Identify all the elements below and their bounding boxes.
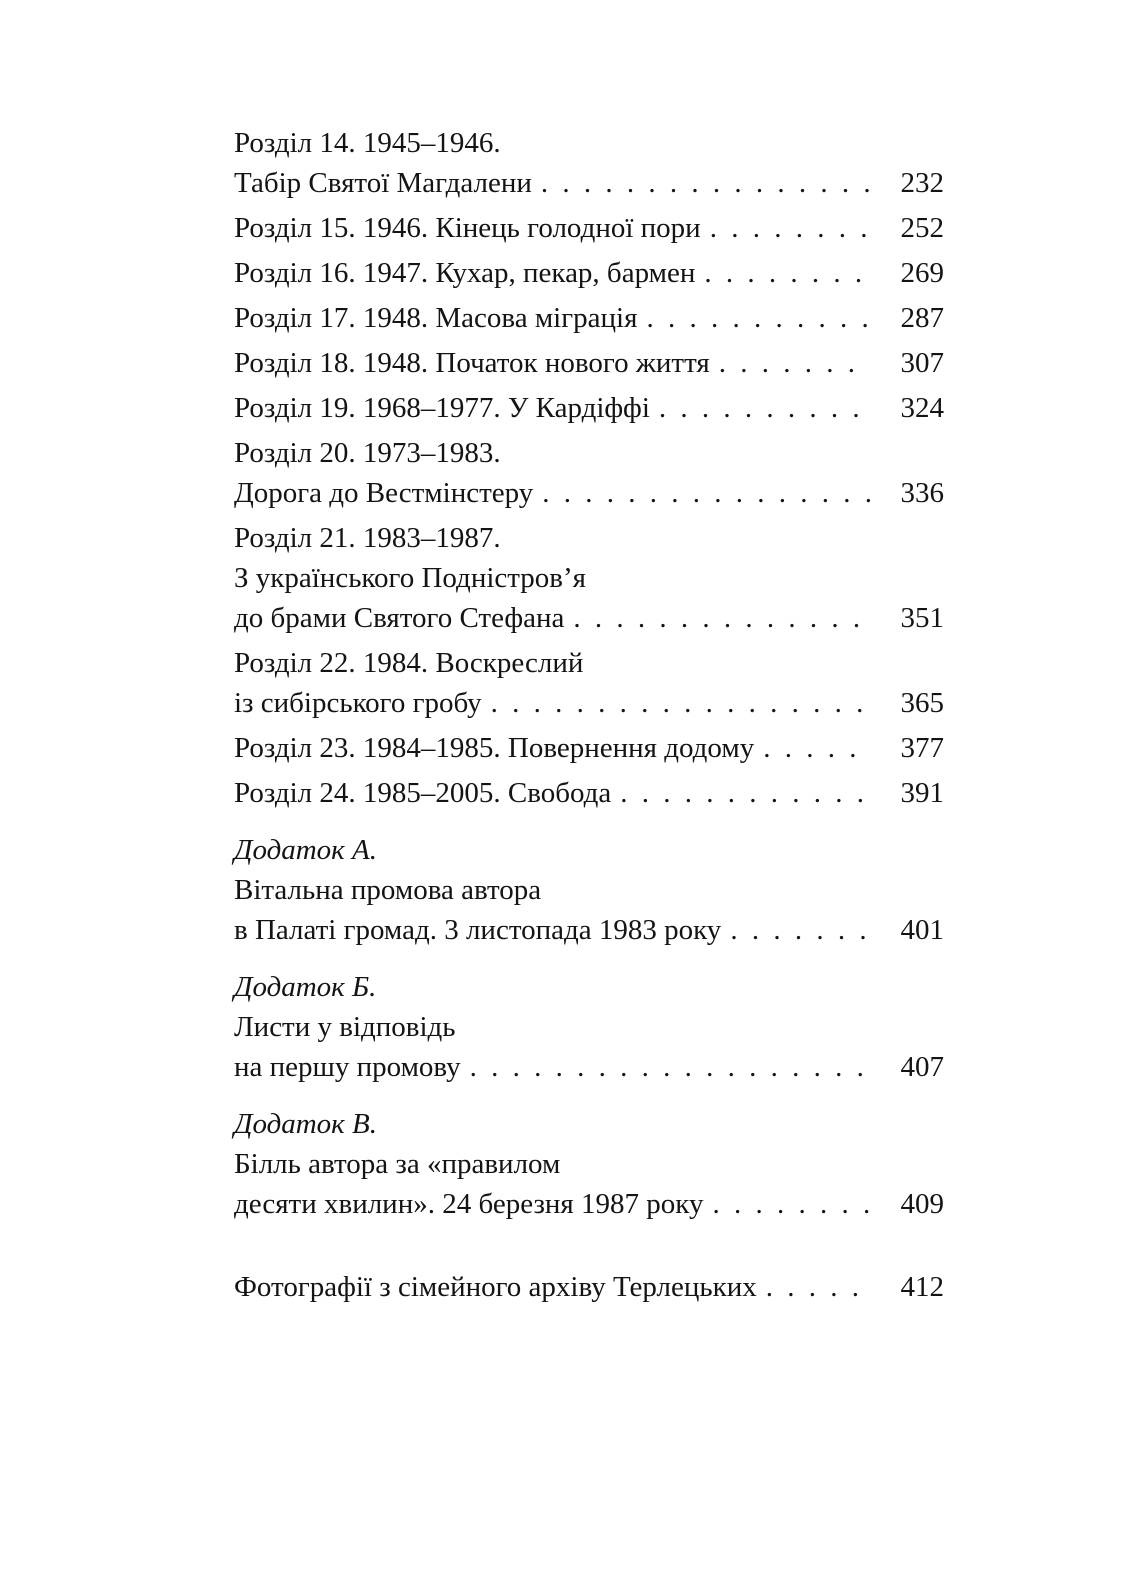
toc-entry: [234, 830, 944, 950]
toc-entry-title: Розділ 24. 1985–2005. Свобода: [234, 777, 612, 809]
dot-leader: [491, 683, 870, 723]
toc-entry: [234, 123, 944, 203]
page-number: 365: [900, 687, 944, 719]
toc-entry-title: в Палаті громад. 3 листопада 1983 року: [234, 914, 722, 946]
toc-entry-title: Табір Святої Магдалени: [234, 167, 532, 199]
toc-entry: [234, 208, 944, 248]
toc-entry-title: Розділ 21. 1983–1987.: [234, 522, 501, 554]
toc-line: [234, 830, 944, 870]
dot-leader: [704, 253, 870, 293]
toc-entry-title: Розділ 15. 1946. Кінець голодної пори: [234, 212, 701, 244]
dot-leader: [542, 473, 870, 513]
toc-entry: [234, 1267, 944, 1307]
toc-line: [234, 1007, 944, 1047]
toc-entry: [234, 967, 944, 1087]
toc-entry-title: із сибірського гробу: [234, 687, 482, 719]
toc-entry-title: Розділ 20. 1973–1983.: [234, 437, 501, 469]
toc-entry-title: Додаток Б.: [234, 971, 377, 1003]
toc-line: [234, 1267, 944, 1307]
toc-line: [234, 208, 944, 248]
toc-line: [234, 967, 944, 1007]
toc-entry-title: Вітальна промова автора: [234, 874, 542, 906]
toc-line: [234, 773, 944, 813]
page-number: 409: [900, 1188, 944, 1220]
toc-entry-title: Фотографії з сімейного архіву Терлецьких: [234, 1271, 757, 1303]
page-number: 307: [900, 347, 944, 379]
toc-entry-title: З українського Подністров’я: [234, 562, 586, 594]
dot-leader: [763, 728, 870, 768]
dot-leader: [730, 910, 870, 950]
dot-leader: [646, 298, 870, 338]
dot-leader: [470, 1047, 870, 1087]
dot-leader: [712, 1184, 870, 1224]
toc-line: [234, 473, 944, 513]
toc-entry: [234, 643, 944, 723]
dot-leader: [710, 208, 870, 248]
toc-entry: [234, 433, 944, 513]
toc-entry-title: Розділ 16. 1947. Кухар, пекар, бармен: [234, 257, 696, 289]
toc-entry: [234, 343, 944, 383]
toc-line: [234, 253, 944, 293]
toc-line: [234, 433, 944, 473]
page-number: 351: [900, 602, 944, 634]
toc-entry: [234, 1104, 944, 1224]
dot-leader: [620, 773, 870, 813]
toc-line: [234, 870, 944, 910]
toc-entry: [234, 298, 944, 338]
toc-entry-title: Розділ 17. 1948. Масова міграція: [234, 302, 638, 334]
dot-leader: [766, 1267, 870, 1307]
page-number: 269: [900, 257, 944, 289]
toc-line: [234, 343, 944, 383]
toc-line: [234, 518, 944, 558]
toc-entry-title: Білль автора за «правилом: [234, 1148, 561, 1180]
dot-leader: [719, 343, 870, 383]
toc-line: [234, 1144, 944, 1184]
page-number: 412: [900, 1271, 944, 1303]
dot-leader: [541, 163, 870, 203]
toc-line: [234, 163, 944, 203]
page-number: 336: [900, 477, 944, 509]
toc-line: [234, 910, 944, 950]
toc-entry-title: Дорога до Вестмінстеру: [234, 477, 534, 509]
toc-entry-title: на першу промову: [234, 1051, 461, 1083]
toc-line: [234, 598, 944, 638]
toc-line: [234, 558, 944, 598]
page-number: 407: [900, 1051, 944, 1083]
toc-entry-title: Розділ 19. 1968–1977. У Кардіффі: [234, 392, 650, 424]
page-number: 287: [900, 302, 944, 334]
page-number: 252: [900, 212, 944, 244]
page-number: 391: [900, 777, 944, 809]
page-number: 377: [900, 732, 944, 764]
toc-entry-title: десяти хвилин». 24 березня 1987 року: [234, 1188, 704, 1220]
dot-leader: [573, 598, 870, 638]
toc-line: [234, 1184, 944, 1224]
toc-entry-title: Листи у відповідь: [234, 1011, 456, 1043]
toc-line: [234, 728, 944, 768]
table-of-contents: [234, 123, 944, 1307]
toc-entry: [234, 773, 944, 813]
page-number: 232: [900, 167, 944, 199]
toc-entry: [234, 728, 944, 768]
toc-entry-title: Додаток В.: [234, 1108, 377, 1140]
toc-line: [234, 388, 944, 428]
toc-line: [234, 683, 944, 723]
toc-entry-title: до брами Святого Стефана: [234, 602, 565, 634]
toc-entry-title: Розділ 23. 1984–1985. Повернення додому: [234, 732, 755, 764]
toc-line: [234, 643, 944, 683]
toc-line: [234, 1047, 944, 1087]
toc-entry: [234, 518, 944, 638]
toc-entry-title: Додаток А.: [234, 834, 377, 866]
toc-entry: [234, 388, 944, 428]
toc-line: [234, 1104, 944, 1144]
toc-entry-title: Розділ 14. 1945–1946.: [234, 127, 501, 159]
toc-line: [234, 123, 944, 163]
page-number: 324: [900, 392, 944, 424]
page-number: 401: [900, 914, 944, 946]
toc-line: [234, 298, 944, 338]
dot-leader: [659, 388, 870, 428]
toc-entry-title: Розділ 18. 1948. Початок нового життя: [234, 347, 710, 379]
toc-entry: [234, 253, 944, 293]
toc-entry-title: Розділ 22. 1984. Воскреслий: [234, 647, 584, 679]
